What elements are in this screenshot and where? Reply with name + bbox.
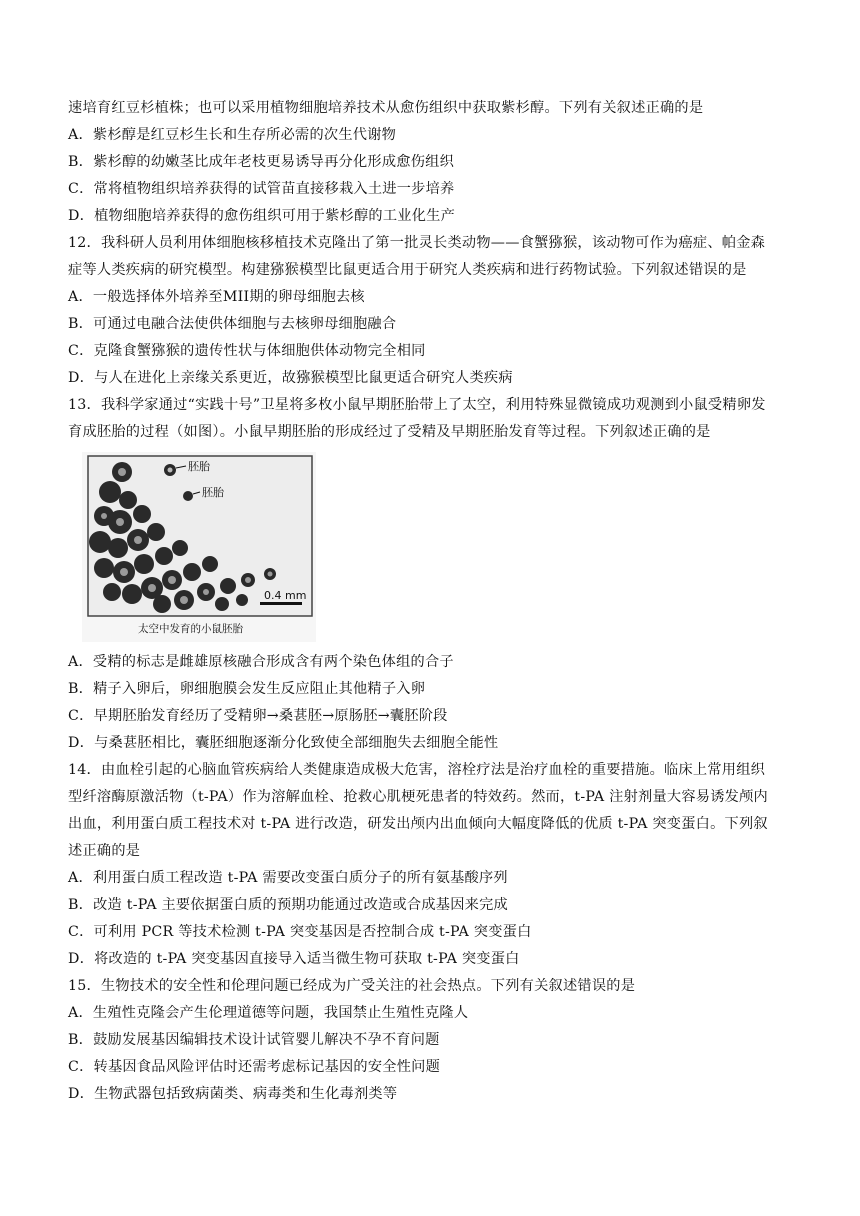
- q11-option-b: B．紫杉醇的幼嫩茎比成年老枝更易诱导再分化形成愈伤组织: [68, 154, 455, 170]
- q12-option-d: D．与人在进化上亲缘关系更近，故猕猴模型比鼠更适合研究人类疾病: [68, 370, 513, 386]
- scale-bar: [260, 602, 302, 605]
- embryo-micrograph-figure: [82, 452, 316, 642]
- q13-option-c: C．早期胚胎发育经历了受精卵→桑葚胚→原肠胚→囊胚阶段: [68, 708, 448, 724]
- q13-stem-line-2: 育成胚胎的过程（如图）。小鼠早期胚胎的形成经过了受精及早期胚胎发育等过程。下列叙述正确的是: [68, 424, 711, 440]
- q14-stem-line-2: 型纤溶酶原激活物（t-PA）作为溶解血栓、抢救心肌梗死患者的特效药。然而，t-PA 注射剂量大容易诱发颅内: [68, 789, 768, 805]
- q14-option-c: C．可利用 PCR 等技术检测 t-PA 突变基因是否控制合成 t-PA 突变蛋白: [68, 924, 532, 940]
- q14-stem-line-1: 14．由血栓引起的心脑血管疾病给人类健康造成极大危害，溶栓疗法是治疗血栓的重要措施。临床上常用组织: [68, 762, 766, 778]
- q11-option-a: A．紫杉醇是红豆杉生长和生存所必需的次生代谢物: [68, 127, 397, 143]
- q13-option-b: B．精子入卵后，卵细胞膜会发生反应阻止其他精子入卵: [68, 681, 426, 697]
- figure-label-2: 胚胎: [202, 486, 224, 499]
- q15-option-d: D．生物武器包括致病菌类、病毒类和生化毒剂类等: [68, 1086, 398, 1102]
- q12-option-a: A．一般选择体外培养至MII期的卵母细胞去核: [68, 289, 365, 305]
- q12-option-b: B．可通过电融合法使供体细胞与去核卵母细胞融合: [68, 316, 397, 332]
- q11-option-c: C．常将植物组织培养获得的试管苗直接移栽入土进一步培养: [68, 181, 455, 197]
- q14-stem-line-4: 述正确的是: [68, 843, 141, 859]
- q14-stem-line-3: 出血，利用蛋白质工程技术对 t-PA 进行改造，研发出颅内出血倾向大幅度降低的优质 t-PA 突变蛋白。下列叙: [68, 816, 768, 832]
- q14-option-b: B．改造 t-PA 主要依据蛋白质的预期功能通过改造或合成基因来完成: [68, 897, 508, 913]
- q11-option-d: D．植物细胞培养获得的愈伤组织可用于紫杉醇的工业化生产: [68, 208, 456, 224]
- q15-option-a: A．生殖性克隆会产生伦理道德等问题，我国禁止生殖性克隆人: [68, 1005, 469, 1021]
- q11-stem-tail: 速培育红豆杉植株；也可以采用植物细胞培养技术从愈伤组织中获取紫杉醇。下列有关叙述正确的是: [68, 100, 704, 116]
- embryo-micrograph-image: [82, 452, 316, 642]
- q13-option-d: D．与桑葚胚相比，囊胚细胞逐渐分化致使全部细胞失去细胞全能性: [68, 735, 499, 751]
- q15-option-c: C．转基因食品风险评估时还需考虑标记基因的安全性问题: [68, 1059, 441, 1075]
- q13-option-a: A．受精的标志是雌雄原核融合形成含有两个染色体组的合子: [68, 654, 454, 670]
- q12-stem-line-2: 症等人类疾病的研究模型。构建猕猴模型比鼠更适合用于研究人类疾病和进行药物试验。下列叙述错误的是: [68, 262, 747, 278]
- q12-option-c: C．克隆食蟹猕猴的遗传性状与体细胞供体动物完全相同: [68, 343, 426, 359]
- q12-stem-line-1: 12．我科研人员利用体细胞核移植技术克隆出了第一批灵长类动物——食蟹猕猴，该动物可作为癌症、帕金森: [68, 235, 766, 251]
- scale-bar-label: 0.4 mm: [264, 589, 307, 602]
- q15-option-b: B．鼓励发展基因编辑技术设计试管婴儿解决不孕不育问题: [68, 1032, 440, 1048]
- q13-stem-line-1: 13．我科学家通过“实践十号”卫星将多枚小鼠早期胚胎带上了太空，利用特殊显微镜成功观测到小鼠受精卵发: [68, 397, 766, 413]
- q14-option-d: D．将改造的 t-PA 突变基因直接导入适当微生物可获取 t-PA 突变蛋白: [68, 951, 520, 967]
- q15-stem-line-1: 15．生物技术的安全性和伦理问题已经成为广受关注的社会热点。下列有关叙述错误的是: [68, 978, 636, 994]
- figure-label-1: 胚胎: [188, 460, 210, 473]
- figure-caption: 太空中发育的小鼠胚胎: [138, 623, 243, 635]
- q14-option-a: A．利用蛋白质工程改造 t-PA 需要改变蛋白质分子的所有氨基酸序列: [68, 870, 508, 886]
